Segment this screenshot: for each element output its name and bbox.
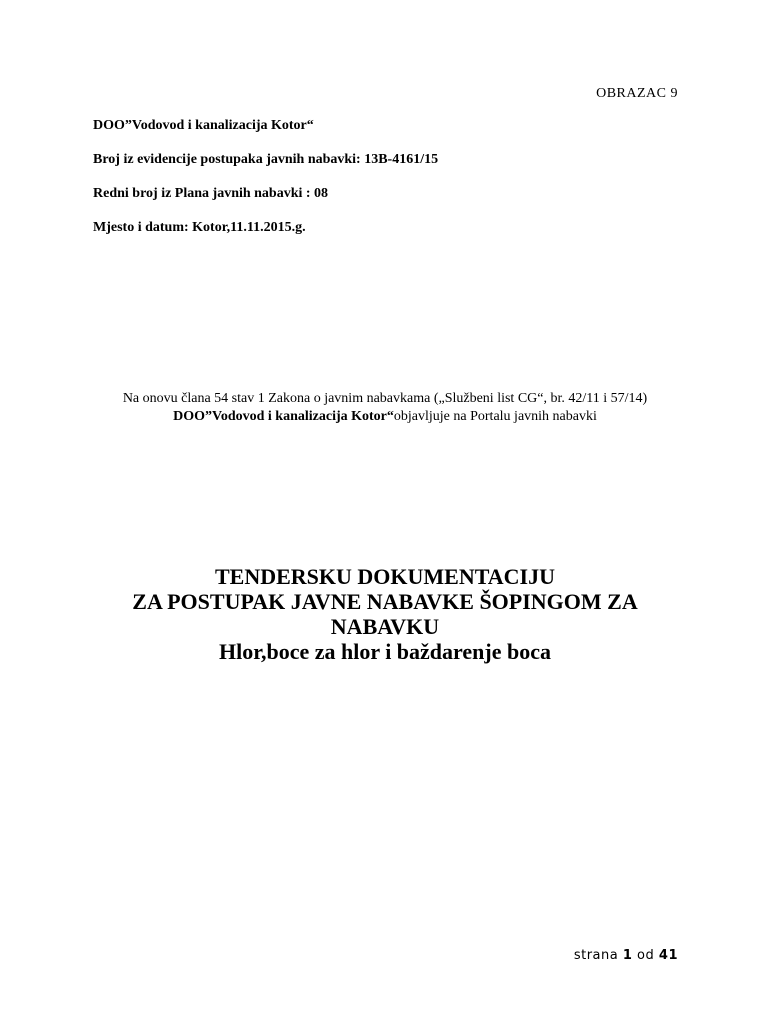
evidence-number: Broj iz evidencije postupaka javnih nabavki: 13B-4161/15 (93, 152, 439, 167)
current-page: 1 (622, 948, 633, 963)
total-pages: 41 (658, 948, 678, 963)
intro-paragraph (80, 390, 690, 426)
intro-line-2-rest: objavljuje na Portalu javnih nabavki (393, 409, 597, 424)
title-line-2: ZA POSTUPAK JAVNE NABAVKE ŠOPINGOM ZA (132, 589, 638, 614)
title-line-1: TENDERSKU DOKUMENTACIJU (214, 564, 555, 589)
page-number (574, 948, 678, 963)
plan-number: Redni broj iz Plana javnih nabavki : 08 (93, 186, 329, 201)
organization-name: DOO”Vodovod i kanalizacija Kotor“ (93, 118, 314, 133)
page-number-separator: od (637, 948, 655, 963)
document-title (90, 564, 680, 664)
title-line-4: Hlor,boce za hlor i baždarenje boca (218, 639, 552, 664)
form-label: OBRAZAC 9 (596, 86, 678, 101)
title-line-3: NABAVKU (330, 614, 440, 639)
page-number-prefix: strana (573, 948, 619, 963)
intro-line-1: Na onovu člana 54 stav 1 Zakona o javnim nabavkama („Službeni list CG“, br. 42/11 i 57/14) (122, 391, 648, 406)
intro-line-2 (80, 408, 690, 426)
place-and-date: Mjesto i datum: Kotor,11.11.2015.g. (93, 220, 306, 235)
intro-organization: DOO”Vodovod i kanalizacija Kotor“ (173, 409, 394, 424)
